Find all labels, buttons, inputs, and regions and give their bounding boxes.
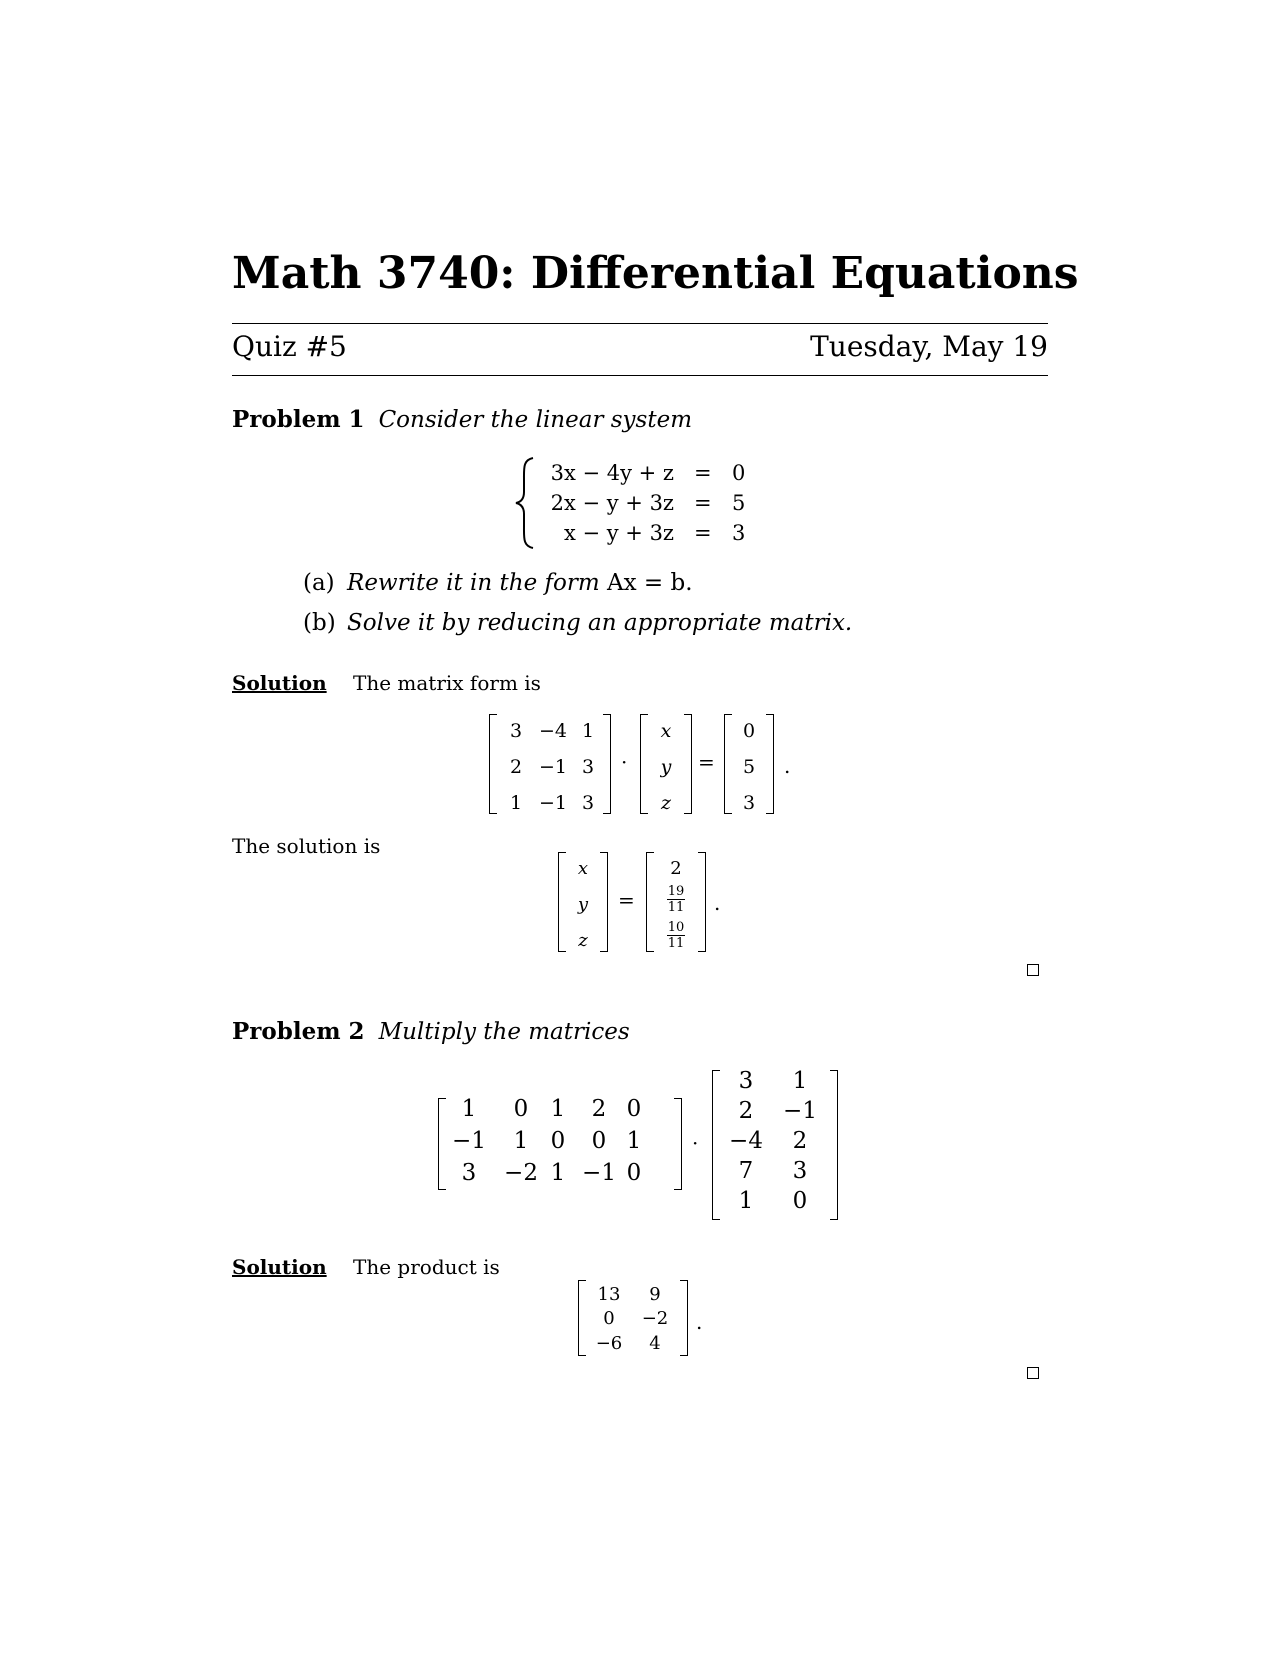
page-title: Math 3740: Differential Equations xyxy=(232,248,1079,299)
solution-1-intro: The matrix form is xyxy=(353,671,541,695)
solution-2-intro: The product is xyxy=(353,1255,500,1279)
coeff-3-3: 3 xyxy=(581,792,595,814)
product-matrix xyxy=(578,1280,688,1356)
coeff-3-2: −1 xyxy=(538,792,567,814)
coeff-3-1: 1 xyxy=(509,792,523,814)
matrix-a-cell-1-5: 0 xyxy=(626,1096,642,1122)
problem-1-heading xyxy=(232,406,692,433)
matrix-a-cell-2-2: 1 xyxy=(513,1128,529,1154)
matrix-b-cell-1-1: 3 xyxy=(738,1068,754,1094)
matrix-b-cell-4-2: 3 xyxy=(792,1158,808,1184)
problem-2-heading xyxy=(232,1018,630,1045)
part-a-math: Ax = b xyxy=(606,570,686,596)
matrix-a-cell-3-2: −2 xyxy=(504,1160,538,1186)
coeff-1-2: −4 xyxy=(538,720,567,742)
product-cell-1-2: 9 xyxy=(649,1284,661,1305)
part-b-text: Solve it by reducing an appropriate matrix. xyxy=(347,610,853,636)
problem-2-label: Problem 2 xyxy=(232,1018,365,1045)
coeff-1-3: 1 xyxy=(581,720,595,742)
sol-var-y: y xyxy=(577,894,589,915)
solution-value-x: 2 xyxy=(670,858,682,879)
var-z: z xyxy=(660,792,671,814)
system-row-1-rhs: 0 xyxy=(732,461,746,485)
solution-y-numerator: 19 xyxy=(667,884,685,899)
matrix-b-cell-2-1: 2 xyxy=(738,1098,754,1124)
system-row-3-rhs: 3 xyxy=(732,521,746,545)
system-row-3-rel: = xyxy=(694,521,712,545)
matrix-b xyxy=(712,1070,838,1220)
matrix-b-cell-1-2: 1 xyxy=(792,1068,808,1094)
solution-variable-vector xyxy=(558,852,608,952)
matrix-a-cell-3-5: 0 xyxy=(626,1160,642,1186)
var-x: x xyxy=(660,720,672,742)
rhs-vector xyxy=(724,714,774,814)
matrix-a-cell-2-4: 0 xyxy=(591,1128,607,1154)
product-cell-3-2: 4 xyxy=(649,1333,661,1354)
coeff-2-3: 3 xyxy=(581,756,595,778)
solution-equals-sign: = xyxy=(618,888,635,912)
problem-1-label: Problem 1 xyxy=(232,406,365,433)
solution-z-numerator: 10 xyxy=(667,920,685,935)
problem-2-dot-operator: · xyxy=(692,1131,699,1155)
rhs-2: 5 xyxy=(742,756,756,778)
system-row-1-lhs xyxy=(551,458,674,488)
product-cell-2-1: 0 xyxy=(603,1308,615,1329)
matrix-form-period: . xyxy=(784,754,791,778)
solution-1-text: The solution is xyxy=(232,834,381,858)
matrix-a-cell-1-3: 1 xyxy=(550,1096,566,1122)
matrix-a-cell-3-4: −1 xyxy=(582,1160,616,1186)
solution-period: . xyxy=(714,891,721,915)
system-row-2-rel: = xyxy=(694,491,712,515)
part-a-period: . xyxy=(685,570,693,596)
coeff-2-1: 2 xyxy=(509,756,523,778)
solution-value-z xyxy=(647,921,705,950)
product-period: . xyxy=(696,1310,703,1334)
coeff-2-2: −1 xyxy=(538,756,567,778)
product-cell-3-1: −6 xyxy=(595,1333,623,1354)
solution-z-denominator: 11 xyxy=(667,936,685,951)
matrix-b-cell-3-1: −4 xyxy=(729,1128,763,1154)
matrix-b-cell-5-2: 0 xyxy=(792,1188,808,1214)
solution-vector xyxy=(646,852,706,952)
coefficient-matrix xyxy=(489,714,611,814)
problem-1-part-a xyxy=(303,570,693,596)
matrix-a-cell-2-3: 0 xyxy=(550,1128,566,1154)
variable-vector xyxy=(640,714,692,814)
matrix-a-cell-2-5: 1 xyxy=(626,1128,642,1154)
matrix-a-cell-3-3: 1 xyxy=(550,1160,566,1186)
matrix-b-cell-3-2: 2 xyxy=(792,1128,808,1154)
product-cell-1-1: 13 xyxy=(597,1284,621,1305)
header-bottom-rule xyxy=(232,375,1048,376)
rhs-1: 0 xyxy=(742,720,756,742)
system-row-2-rhs: 5 xyxy=(732,491,746,515)
matrix-a-cell-3-1: 3 xyxy=(461,1160,477,1186)
matrix-b-cell-5-1: 1 xyxy=(738,1188,754,1214)
matrix-b-cell-4-1: 7 xyxy=(738,1158,754,1184)
solution-value-y xyxy=(647,885,705,914)
system-row-3-lhs: x − y + 3z xyxy=(563,521,674,545)
left-brace-icon xyxy=(514,456,536,550)
problem-1-part-b xyxy=(303,610,852,636)
quiz-label: Quiz #5 xyxy=(232,330,347,363)
solution-y-denominator: 11 xyxy=(667,900,685,915)
part-a-text: Rewrite it in the form xyxy=(347,570,607,596)
system-row-1-lhs-text: 3x − 4y + z xyxy=(550,461,674,485)
qed-square-icon-2 xyxy=(1027,1367,1039,1379)
qed-square-icon xyxy=(1027,964,1039,976)
product-cell-2-2: −2 xyxy=(641,1308,669,1329)
header-top-rule xyxy=(232,323,1048,324)
problem-1-statement: Consider the linear system xyxy=(378,407,693,433)
matrix-a-cell-1-1: 1 xyxy=(461,1096,477,1122)
var-y: y xyxy=(660,756,672,778)
part-a-label: (a) xyxy=(303,570,335,596)
sol-var-x: x xyxy=(577,858,589,879)
quiz-date: Tuesday, May 19 xyxy=(810,330,1048,363)
linear-system xyxy=(514,456,774,550)
coeff-1-1: 3 xyxy=(509,720,523,742)
rhs-3: 3 xyxy=(742,792,756,814)
system-row-1-rel: = xyxy=(694,461,712,485)
matrix-a xyxy=(438,1098,682,1190)
matrix-a-cell-1-2: 0 xyxy=(513,1096,529,1122)
problem-2-statement: Multiply the matrices xyxy=(378,1019,630,1045)
part-b-label: (b) xyxy=(303,610,336,636)
matrix-b-cell-2-2: −1 xyxy=(783,1098,817,1124)
matrix-a-cell-1-4: 2 xyxy=(591,1096,607,1122)
solution-1-label: Solution xyxy=(232,671,327,695)
dot-operator: · xyxy=(621,750,628,774)
system-row-2-lhs: 2x − y + 3z xyxy=(550,491,674,515)
solution-2-label: Solution xyxy=(232,1255,327,1279)
sol-var-z: z xyxy=(578,930,588,951)
equals-sign: = xyxy=(698,750,715,774)
matrix-a-cell-2-1: −1 xyxy=(452,1128,486,1154)
